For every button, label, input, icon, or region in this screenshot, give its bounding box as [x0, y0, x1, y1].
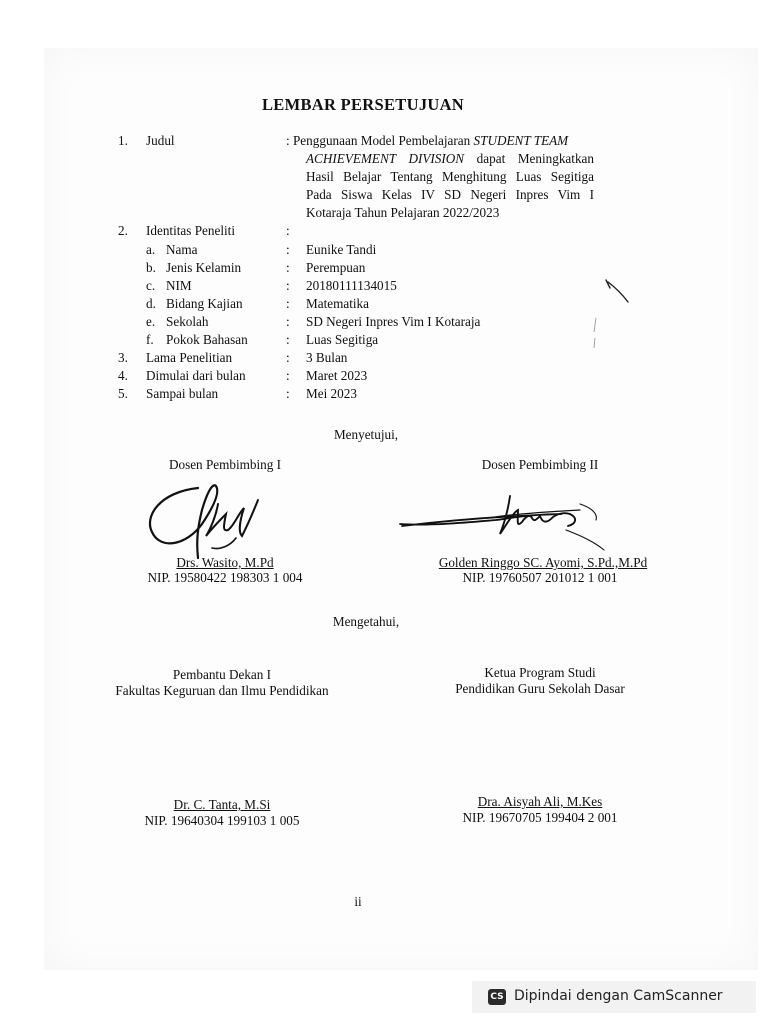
scan-mark	[590, 316, 600, 352]
sub-colon: :	[286, 242, 290, 257]
sub-value: 20180111134015	[306, 278, 397, 293]
menyetujui-label: Menyetujui,	[333, 427, 399, 442]
sub-letter: e.	[146, 314, 156, 329]
sub-label: Bidang Kajian	[166, 296, 243, 311]
sub-colon: :	[286, 260, 290, 275]
item-label: Judul	[146, 133, 175, 148]
dekan-name: Dr. C. Tanta, M.Si	[173, 797, 271, 812]
sub-letter: c.	[146, 278, 156, 293]
kaprodi-nip: NIP. 19670705 199404 2 001	[462, 810, 618, 825]
item-value: Mei 2023	[306, 386, 357, 401]
item-colon: :	[286, 350, 290, 365]
item-number: 4.	[118, 368, 128, 383]
item-label: Identitas Peneliti	[146, 223, 235, 238]
judul-line-4: Pada Siswa Kelas IV SD Negeri Inpres Vim I	[306, 187, 594, 202]
pembimbing1-nip: NIP. 19580422 198303 1 004	[147, 570, 303, 585]
sub-colon: :	[286, 296, 290, 311]
sub-label: Pokok Bahasan	[166, 332, 248, 347]
sub-letter: a.	[146, 242, 156, 257]
sub-colon: :	[286, 278, 290, 293]
signature-pembimbing2	[392, 484, 622, 558]
pembimbing2-role: Dosen Pembimbing II	[481, 457, 599, 472]
item-number: 2.	[118, 223, 128, 238]
item-value: 3 Bulan	[306, 350, 348, 365]
dekan-faculty: Fakultas Keguruan dan Ilmu Pendidikan	[115, 683, 329, 698]
sub-label: Jenis Kelamin	[166, 260, 242, 275]
dekan-nip: NIP. 19640304 199103 1 005	[144, 813, 300, 828]
sub-value: Perempuan	[306, 260, 366, 275]
judul-line-2: ACHIEVEMENT DIVISION dapat Meningkatkan	[306, 151, 594, 166]
pembimbing1-name: Drs. Wasito, M.Pd	[176, 555, 274, 570]
sub-label: NIM	[166, 278, 192, 293]
judul-value	[286, 132, 594, 222]
page-number: ii	[354, 894, 362, 909]
camscanner-logo-icon: CS	[488, 989, 506, 1005]
item-number: 5.	[118, 386, 128, 401]
item-colon: :	[286, 368, 290, 383]
item-colon: :	[286, 386, 290, 401]
judul-line-3: Hasil Belajar Tentang Menghitung Luas Segitiga	[306, 169, 594, 184]
kaprodi-program: Pendidikan Guru Sekolah Dasar	[455, 681, 625, 696]
pembimbing2-nip: NIP. 19760507 201012 1 001	[462, 570, 618, 585]
pembimbing1-role: Dosen Pembimbing I	[168, 457, 282, 472]
sub-label: Sekolah	[166, 314, 209, 329]
kaprodi-role: Ketua Program Studi	[484, 665, 596, 680]
sub-colon: :	[286, 332, 290, 347]
dekan-role: Pembantu Dekan I	[172, 667, 272, 682]
sub-value: Eunike Tandi	[306, 242, 377, 257]
item-value: Maret 2023	[306, 368, 368, 383]
camscanner-text: Dipindai dengan CamScanner	[514, 988, 723, 1004]
item-label: Lama Penelitian	[146, 350, 233, 365]
sub-value: Luas Segitiga	[306, 332, 379, 347]
kaprodi-name: Dra. Aisyah Ali, M.Kes	[477, 794, 603, 809]
item-label: Dimulai dari bulan	[146, 368, 246, 383]
sub-label: Nama	[166, 242, 198, 257]
camscanner-badge	[472, 981, 756, 1013]
item-label: Sampai bulan	[146, 386, 219, 401]
mengetahui-label: Mengetahui,	[332, 614, 400, 629]
judul-line-1: : Penggunaan Model Pembelajaran STUDENT TEAM	[286, 133, 569, 148]
document-title: LEMBAR PERSETUJUAN	[261, 95, 465, 114]
sub-value: SD Negeri Inpres Vim I Kotaraja	[306, 314, 481, 329]
sub-value: Matematika	[306, 296, 369, 311]
item-number: 1.	[118, 133, 128, 148]
sub-letter: d.	[146, 296, 156, 311]
sub-letter: f.	[146, 332, 154, 347]
signature-pembimbing1	[140, 474, 270, 564]
scan-mark	[600, 274, 634, 308]
pembimbing2-name: Golden Ringgo SC. Ayomi, S.Pd.,M.Pd	[438, 555, 648, 570]
item-number: 3.	[118, 350, 128, 365]
sub-colon: :	[286, 314, 290, 329]
judul-line-5: Kotaraja Tahun Pelajaran 2022/2023	[306, 205, 500, 220]
item-colon: :	[286, 223, 290, 238]
sub-letter: b.	[146, 260, 156, 275]
